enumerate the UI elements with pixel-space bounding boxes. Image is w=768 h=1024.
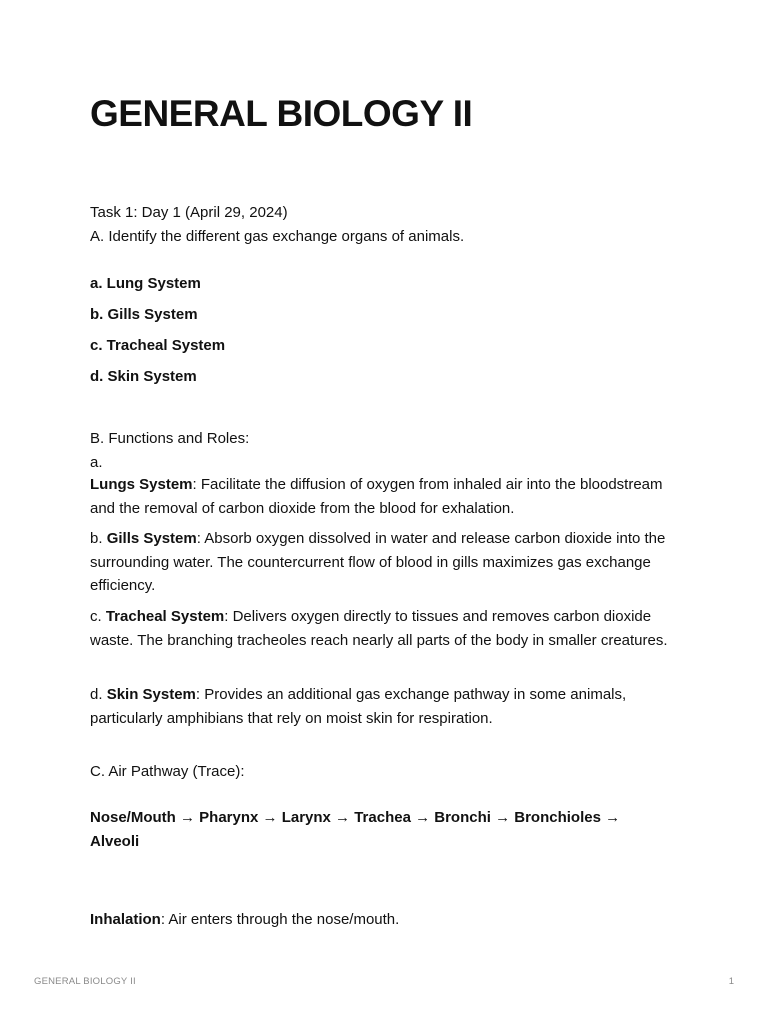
function-paragraph: [90, 683, 690, 730]
function-prefix: b.: [90, 530, 107, 547]
function-paragraph: [90, 605, 690, 652]
section-c-heading: C. Air Pathway (Trace):: [90, 763, 245, 780]
list-item: [90, 365, 690, 389]
section-a-heading: A. Identify the different gas exchange organs of animals.: [90, 227, 465, 245]
list-item: [90, 334, 690, 358]
function-term: Lungs System: [90, 476, 193, 493]
inhalation-paragraph: [90, 908, 690, 932]
section-b-a-label: a.: [90, 453, 103, 471]
footer-title: GENERAL BIOLOGY II: [34, 976, 136, 987]
air-pathway: [90, 806, 650, 853]
list-item: [90, 272, 690, 296]
organ-label: a. Lung System: [90, 275, 201, 292]
function-paragraph: [90, 527, 690, 598]
task-block: [90, 201, 690, 248]
function-term: Gills System: [106, 530, 197, 547]
function-prefix: c.: [90, 608, 106, 625]
page-title: GENERAL BIOLOGY II: [90, 93, 473, 134]
organ-label: c. Tracheal System: [90, 337, 226, 354]
function-text: : Delivers oxygen directly to tissues and removes carbon dioxide waste. The branching tracheoles reach nearly all parts of the body in smaller creatures.: [90, 608, 668, 649]
function-paragraph: [90, 473, 690, 520]
inhalation-text: : Air enters through the nose/mouth.: [160, 911, 400, 928]
air-pathway-text: Nose/Mouth → Pharynx → Larynx → Trachea → Bronchi → Bronchioles → Alveoli: [90, 809, 621, 850]
organ-label: d. Skin System: [90, 368, 197, 385]
function-text: : Facilitate the diffusion of oxygen from inhaled air into the bloodstream and the removal of carbon dioxide from the blood for exhalation.: [90, 476, 663, 517]
function-prefix: d.: [90, 686, 107, 703]
section-b-heading: B. Functions and Roles:: [90, 430, 250, 447]
function-text: : Absorb oxygen dissolved in water and release carbon dioxide into the surrounding water. The countercurrent flow of blood in gills maximizes gas exchange efficiency.: [90, 530, 666, 594]
page-number: 1: [728, 976, 734, 987]
list-item: [90, 303, 690, 327]
section-b-heading-block: [90, 427, 690, 474]
task-line: Task 1: Day 1 (April 29, 2024): [90, 204, 288, 221]
inhalation-term: Inhalation: [90, 911, 161, 928]
function-term: Skin System: [106, 686, 196, 703]
organ-label: b. Gills System: [90, 306, 198, 323]
function-text: : Provides an additional gas exchange pathway in some animals, particularly amphibians that rely on moist skin for respiration.: [90, 686, 627, 727]
function-term: Tracheal System: [105, 608, 225, 625]
